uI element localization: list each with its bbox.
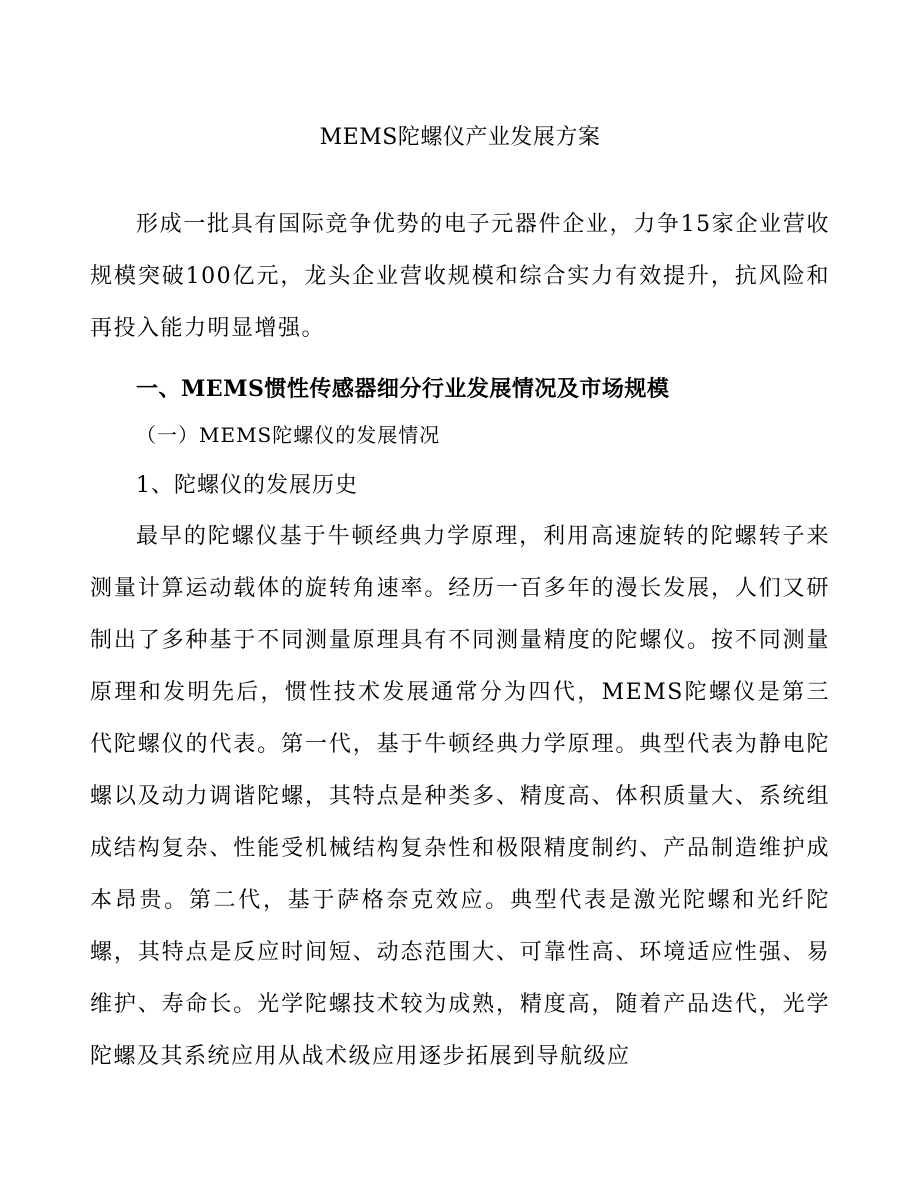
section-heading: 一、MEMS惯性传感器细分行业发展情况及市场规模	[136, 376, 670, 402]
intro-paragraph: 形成一批具有国际竞争优势的电子元器件企业，力争15家企业营收规模突破100亿元，龙头企业营收规模和综合实力有效提升，抗风险和再投入能力明显增强。	[90, 212, 830, 341]
subsection-heading: （一）MEMS陀螺仪的发展情况	[136, 423, 441, 447]
body-paragraph: 最早的陀螺仪基于牛顿经典力学原理，利用高速旋转的陀螺转子来测量计算运动载体的旋转角速率。经历一百多年的漫长发展，人们又研制出了多种基于不同测量原理具有不同测量精度的陀螺仪。按不同测量原理和发明先后，惯性技术发展通常分为四代，MEMS陀螺仪是第三代陀螺仪的代表。第一代，基于牛顿经典力学原理。典型代表为静电陀螺以及动力调谐陀螺，其特点是种类多、精度高、体积质量大、系统组成结构复杂、性能受机械结构复杂性和极限精度制约、产品制造维护成本昂贵。第二代，基于萨格奈克效应。典型代表是激光陀螺和光纤陀螺，其特点是反应时间短、动态范围大、可靠性高、环境适应性强、易维护、寿命长。光学陀螺技术较为成熟，精度高，随着产品迭代，光学陀螺及其系统应用从战术级应用逐步拓展到导航级应	[90, 524, 830, 1069]
item-heading: 1、陀螺仪的发展历史	[136, 473, 358, 498]
document-title: MEMS陀螺仪产业发展方案	[319, 125, 601, 150]
